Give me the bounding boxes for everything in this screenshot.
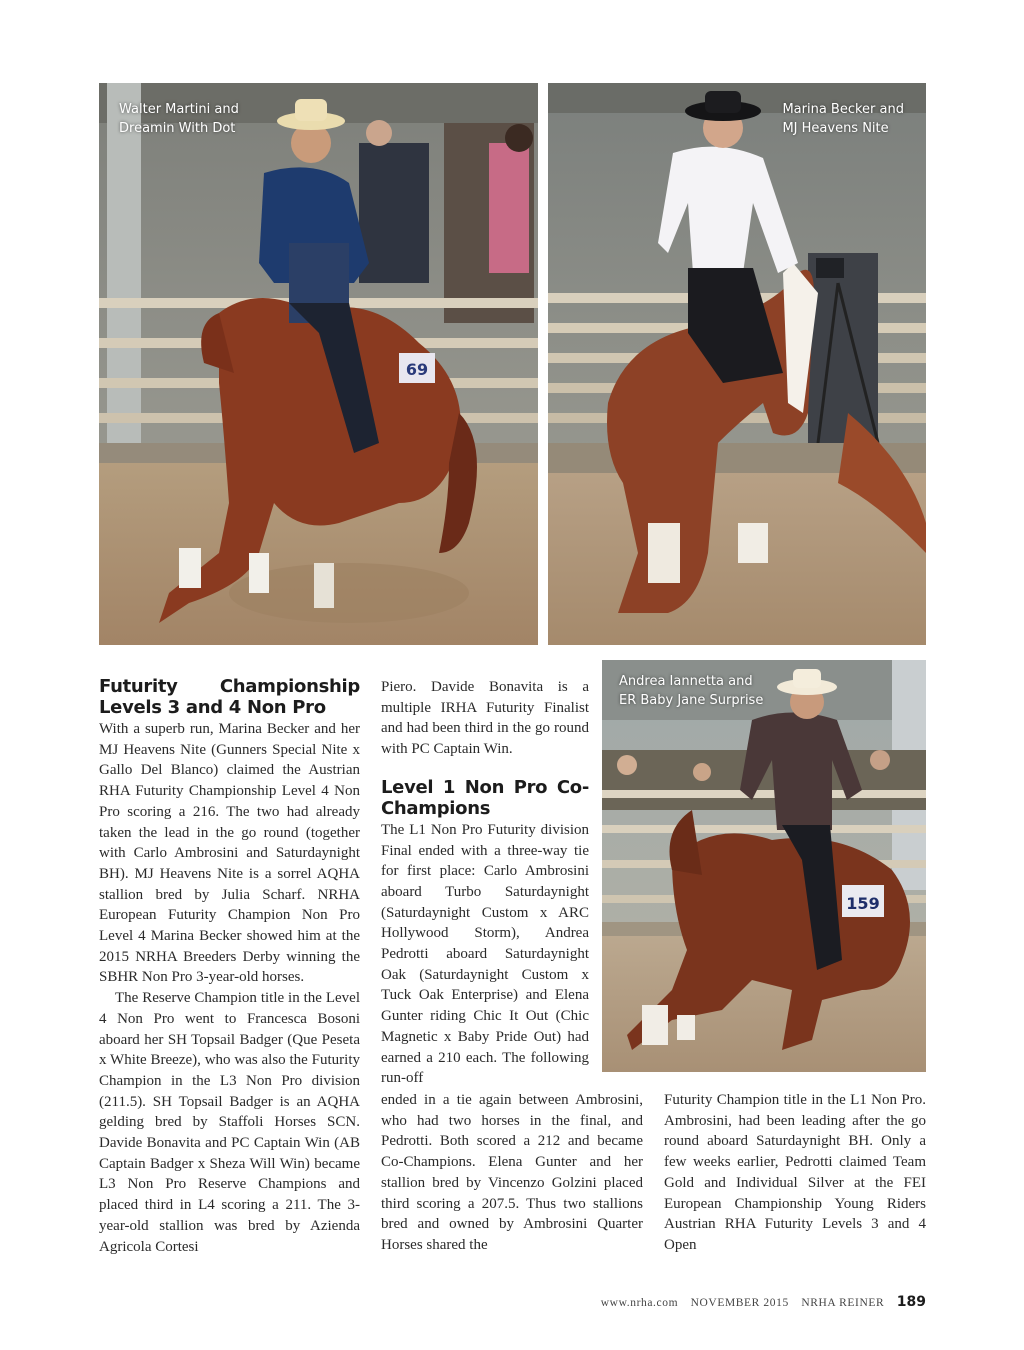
heading-futurity-levels-3-4: Futurity Championship Levels 3 and 4 Non Pro (99, 676, 360, 718)
left-saddle-number: 69 (405, 360, 429, 379)
paragraph-bonavita-cont: Piero. Davide Bonavita is a multiple IRHA Futurity Finalist and had been third in the go round with PC Captain Win. (381, 679, 589, 758)
paragraph-pedrotti: Futurity Champion title in the L1 Non Pro. Ambrosini, had been leading after the go round aboard Saturdaynight BH. Only a few weeks earlier, Pedrotti claimed Team Gold and Individual Silver at the FEI European Championship Young Riders Austrian RHA Futurity Levels 3 and 4 Open (664, 1092, 926, 1253)
page-footer (592, 1294, 926, 1310)
inset-saddle-number: 159 (846, 894, 880, 913)
paragraph-run-off: ended in a tie again between Ambrosini, who had two horses in the final, and Pedrotti. Both scored a 212 and became Co-Champions. Elena Gunter and her stallion bred by Vincenzo Golzini placed third scoring a 207.5. Thus two stallions bred and owned by Ambrosini Quarter Horses shared the (381, 1092, 643, 1253)
caption-andrea-iannetta: Andrea Iannetta and ER Baby Jane Surprise (619, 674, 764, 708)
article-column-1 (99, 676, 360, 1257)
paragraph-l1-non-pro: The L1 Non Pro Futurity division Final ended with a three-way tie for first place: Carlo Ambrosini aboard Turbo Saturdaynight (Saturdaynight Custom x ARC Hollywood Storm), Andrea Pedrotti aboard Saturdaynight Oak (Saturdaynight Custom x Tuck Oak Enterprise) and Elena Gunter riding Chic It Out (Chic Magnetic x Baby Pride Out) had earned a 210 each. The following run-off (381, 821, 589, 1087)
caption-walter-martini: Walter Martini and Dreamin With Dot (119, 102, 239, 136)
page-number: 189 (896, 1294, 926, 1310)
photo-marina-becker (548, 83, 926, 645)
caption-marina-becker: Marina Becker and MJ Heavens Nite (782, 102, 904, 136)
photo-right-image (548, 83, 926, 645)
article-column-2-lower (381, 1090, 643, 1256)
article-column-2 (381, 677, 589, 1089)
photo-left-image (99, 83, 538, 645)
heading-level-1-co-champions: Level 1 Non Pro Co-Champions (381, 776, 589, 819)
footer-magazine: NRHA REINER (801, 1297, 885, 1309)
article-column-3 (664, 1090, 926, 1256)
photo-inset-image (602, 660, 926, 1072)
footer-url: www.nrha.com (600, 1297, 679, 1309)
footer-issue: NOVEMBER 2015 (690, 1297, 789, 1309)
photo-walter-martini (99, 83, 538, 645)
photo-andrea-iannetta (602, 660, 926, 1072)
paragraph-reserve-champion: The Reserve Champion title in the Level 4 Non Pro went to Francesca Bosoni aboard her SH Topsail Badger (Que Peseta x White Breeze), who was also the Futurity Champion in the L3 Non Pro division (211.5). SH Topsail Badger is an AQHA gelding bred by Staffoli Horses SCN. Davide Bonavita and PC Captain Win (AB Captain Badger x Sheza Will Win) became L3 Non Pro Reserve Champions and placed third in L4 scoring a 211. The 3-year-old stallion was bred by Azienda Agricola Cortesi (99, 990, 360, 1255)
paragraph-marina-becker: With a superb run, Marina Becker and her MJ Heavens Nite (Gunners Special Nite x Gallo Del Blanco) claimed the Austrian RHA Futurity Championship Level 4 Non Pro scoring a 216. The two had already taken the lead in the go round (together with Carlo Ambrosini and Saturdaynight BH). MJ Heavens Nite is a sorrel AQHA stallion bred by Julia Scharf. NRHA European Futurity Champion Non Pro Level 4 Marina Becker showed him at the 2015 NRHA Breeders Derby winning the SBHR Non Pro 3-year-old horses. (99, 721, 360, 986)
